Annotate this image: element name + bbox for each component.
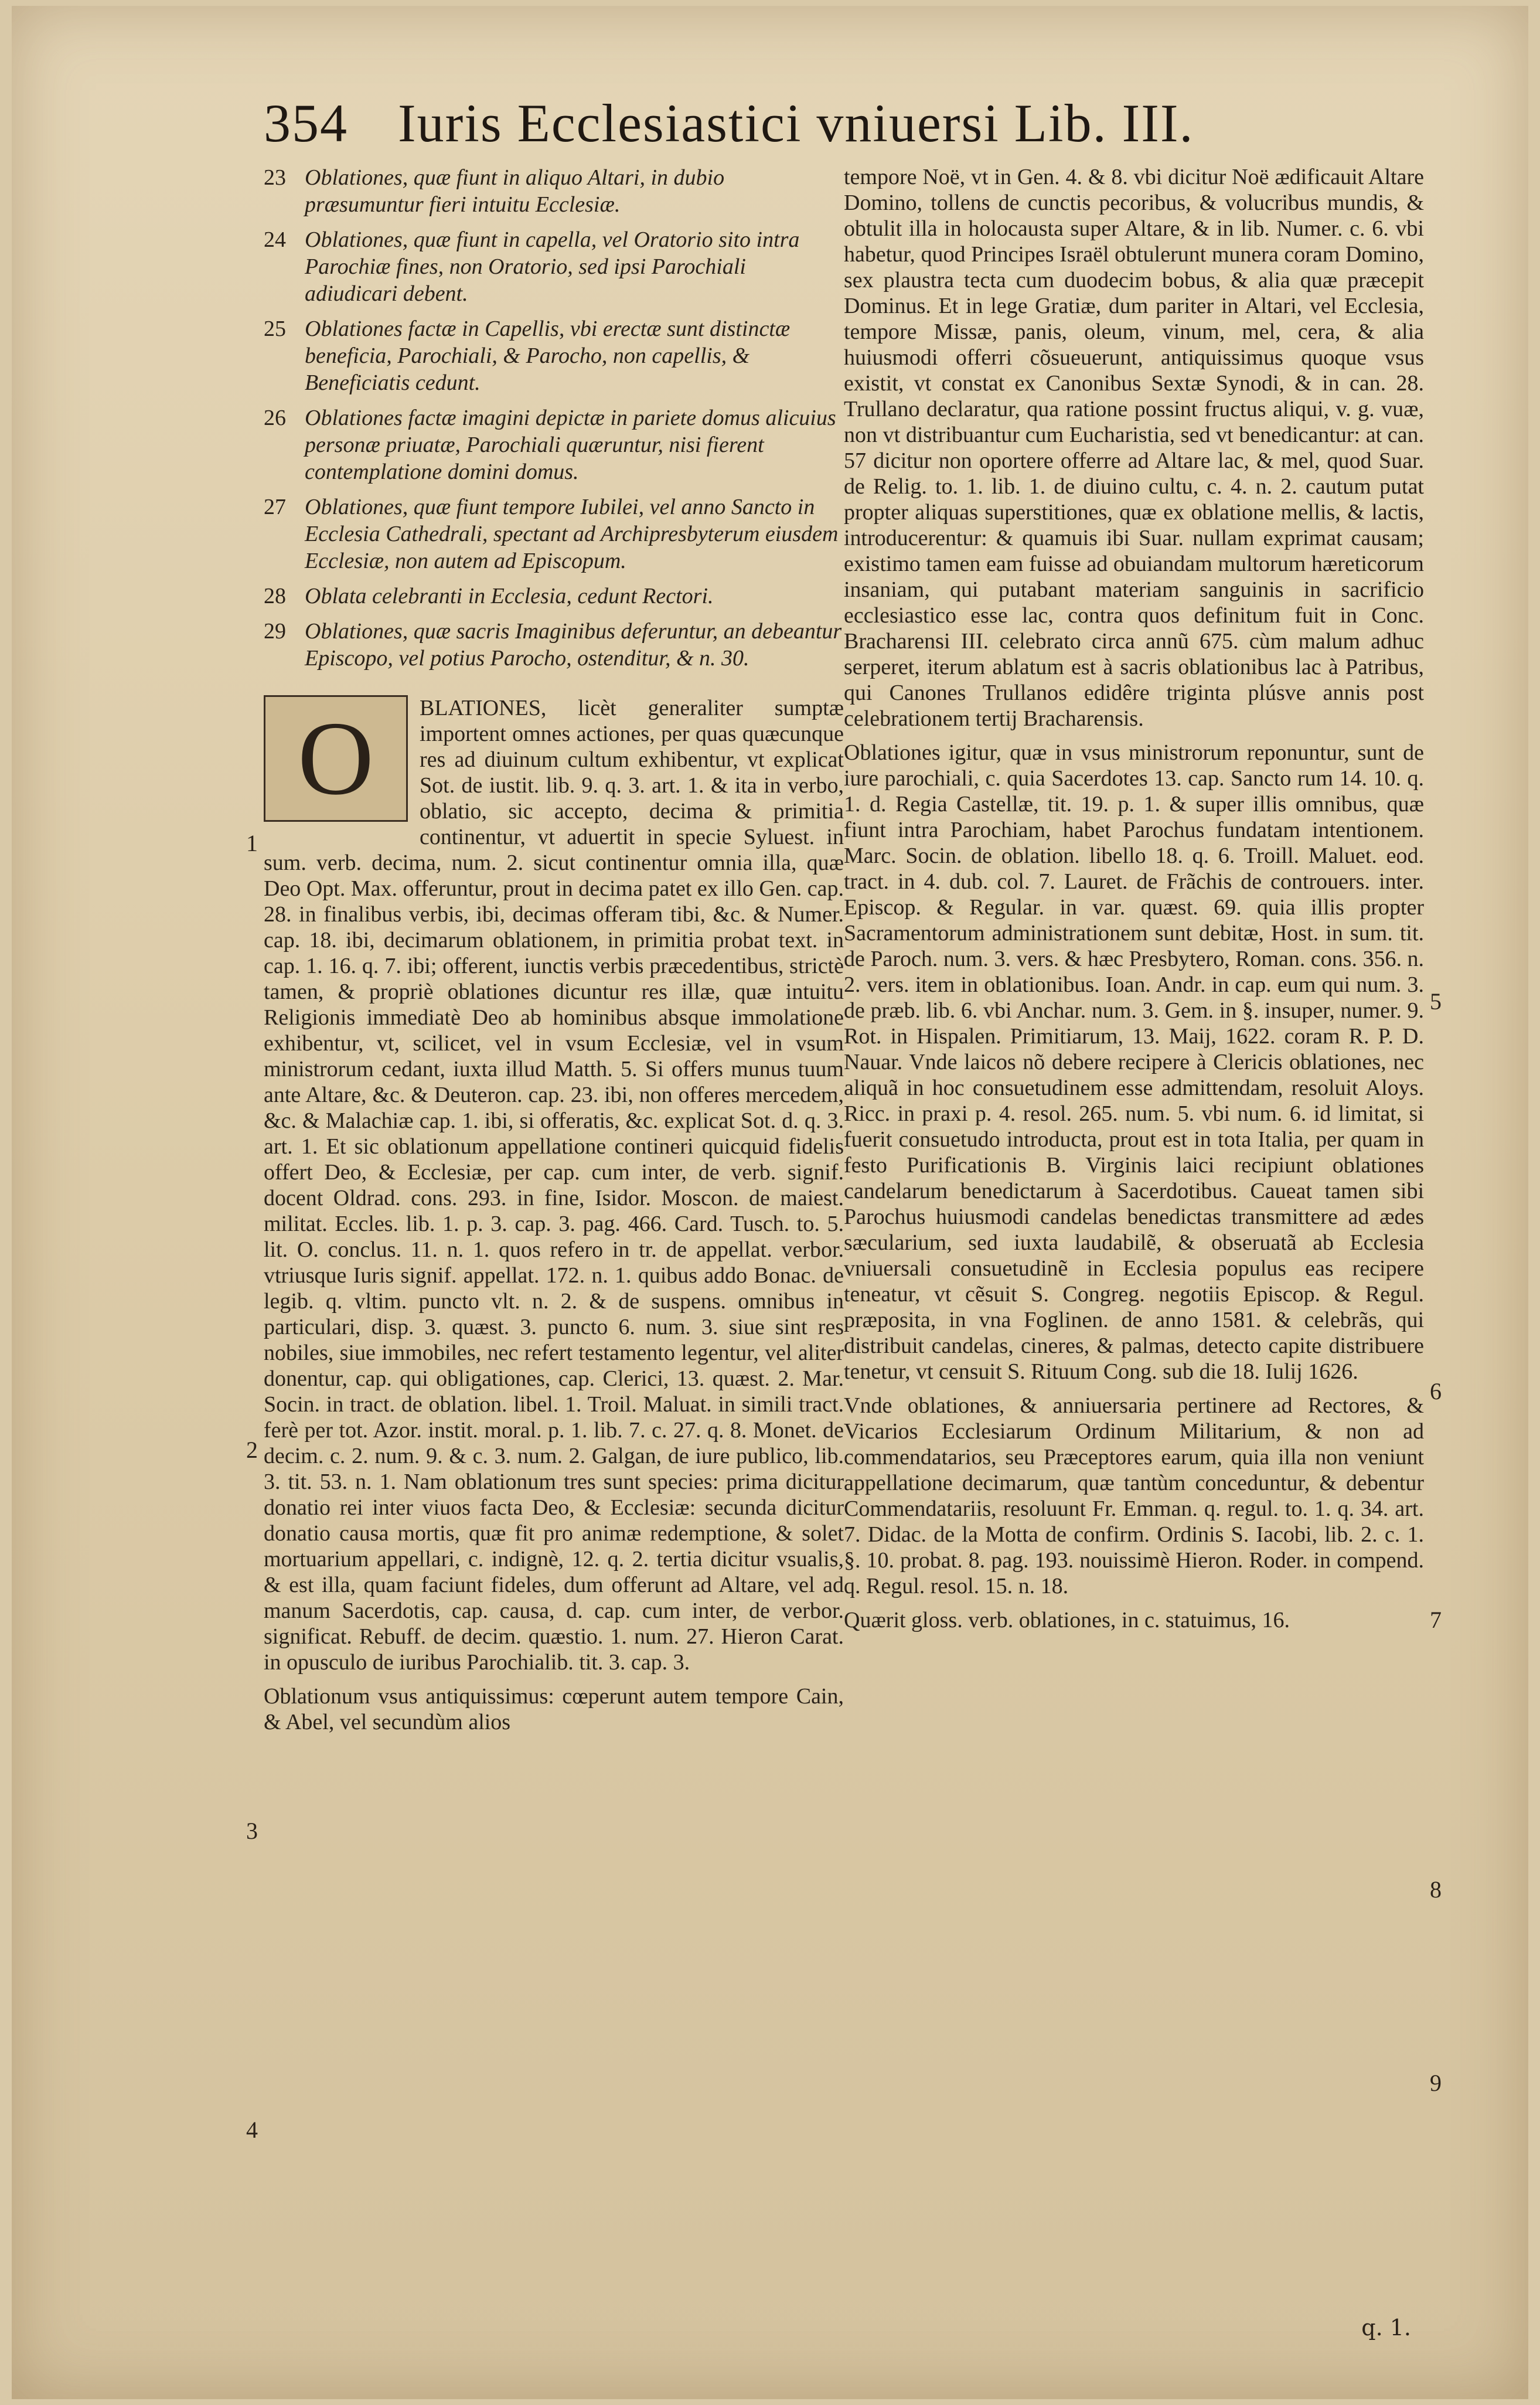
- margin-number: 5: [1430, 988, 1442, 1015]
- margin-number: 4: [246, 2117, 258, 2143]
- summary-item: 28 Oblata celebranti in Ecclesia, cedunt Rectori.: [264, 584, 714, 608]
- summary-list: [264, 164, 844, 672]
- margin-number: 6: [1430, 1378, 1442, 1404]
- left-column: [264, 164, 844, 1743]
- right-column: [844, 164, 1424, 1641]
- summary-item: 25 Oblationes factæ in Capellis, vbi erectæ sunt distinctæ beneficia, Parochiali, & Parocho, non capellis, & Beneficiatis cedunt.: [264, 317, 791, 395]
- margin-number: 8: [1430, 1876, 1442, 1903]
- body-paragraph: tempore Noë, vt in Gen. 4. & 8. vbi dicitur Noë ædificauit Altare Domino, tollens de cunctis pecoribus, & volucribus mundis, & obtulit illa in holocausta super Altare, & in lib. Numer. c. 6. vbi habetur, quod Principes Israël obtulerunt munera coram Domino, sex plaustra tecta cum duodecim bobus, & alia quæ præcepit Dominus. Et in lege Gratiæ, dum pariter in Altari, vel Ecclesia, tempore Missæ, panis, oleum, vinum, mel, cera, & alia huiusmodi offerri cõsueuerunt, antiquissimus quoque vsus existit, vt constat ex Canonibus Sextæ Synodi, & in can. 28. Trullano declaratur, qua ratione possint fructus aliqui, v. g. vuæ, non vt distribuantur cum Eucharistia, sed vt benedicantur: at can. 57 dicitur non oportere offerre ad Altare lac, & mel, quod Suar. de Relig. to. 1. lib. 1. de diuino cultu, c. 4. n. 2. cautum putat propter aliquas superstitiones, quæ ex oblatione mellis, & lactis, introducerentur: & quamuis ibi Suar. nullam exprimat causam; existimo tamen eam fuisse ad obuiandam multorum hæreticorum insaniam, qui putabant materiam sanguinis in sacrificio ecclesiastico esse lac, contra quos definitum fuit in Conc. Bracharensi III. celebrato circa annũ 675. cùm malum adhuc serperet, iterum ablatum est à sacris oblationibus lac à Patribus, qui Canones Trullanos edidêre triginta plúsve annis post celebrationem tertij Bracharensis.: [844, 165, 1424, 731]
- margin-number: 2: [246, 1437, 258, 1463]
- running-title: Iuris Ecclesiastici vniuersi Lib. III.: [398, 93, 1194, 153]
- catchword: q. 1.: [1361, 2315, 1411, 2341]
- body-paragraph: BLATIONES, licèt generaliter sumptæ importent omnes actiones, per quas quæcunque res ad diuinum cultum exhibentur, vt explicat Sot. de iustit. lib. 9. q. 3. art. 1. & ita in verbo, oblatio, sic accepto, decima & primitia continentur, vt aduertit in specie Syluest. in sum. verb. decima, num. 2. sicut continentur omnia illa, quæ Deo Opt. Max. offeruntur, prout in decima patet ex illo Gen. cap. 28. in finalibus verbis, ibi, decimas offeram tibi, &c. & Numer. cap. 18. ibi, decimarum oblationem, in primitia probat text. in cap. 1. 16. q. 7. ibi; offerent, iunctis verbis præcedentibus, strictè tamen, & propriè oblationes dicuntur res illæ, quæ intuitu Religionis immediatè Deo ab hominibus absque immolatione exhibentur, vt, scilicet, vel in vsum Ecclesiæ, vel in vsum ministrorum cedant, iuxta illud Matth. 5. Si offers munus tuum ante Altare, &c. & Deuteron. cap. 23. ibi, non offeres mercedem, &c. & Malachiæ cap. 1. ibi, si offeratis, &c. explicat Sot. d. q. 3. art. 1. Et sic oblationum appellatione contineri quicquid fidelis offert Deo, & Ecclesiæ, per cap. cum inter, de verb. signif. docent Oldrad. cons. 293. in fine, Isidor. Moscon. de maiest. militat. Eccles. lib. 1. p. 3. cap. 3. pag. 466. Card. Tusch. to. 5. lit. O. conclus. 11. n. 1. quos refero in tr. de appellat. verbor. vtriusque Iuris signif. appellat. 172. n. 1. quibus addo Bonac. de legib. q. vltim. puncto vlt. n. 2. & de suspens. omnibus in particulari, disp. 3. quæst. 3. puncto 6. num. 3. siue sint res nobiles, siue immobiles, nec refert testamento legentur, vel aliter donentur, cap. qui obligationes, cap. Clerici, 13. quæst. 2. Mar. Socin. in tract. de oblation. libel. 1. Troil. Maluat. in simili tract. ferè per tot. Azor. instit. moral. p. 1. lib. 7. c. 27. q. 8. Monet. de decim. c. 2. num. 9. & c. 3. num. 2. Galgan, de iure publico, lib. 3. tit. 53. n. 1. Nam oblationum tres sunt species: prima dicitur donatio rei inter viuos facta Deo, & Ecclesiæ: secunda dicitur donatio causa mortis, quæ fit pro animæ redemptione, & solet mortuarium appellari, c. indignè, 12. q. 2. tertia dicitur vsualis, & est illa, quam faciunt fideles, dum offerunt ad Altare, vel ad manum Sacerdotis, cap. causa, d. cap. cum inter, de verbor. significat. Rebuff. de decim. quæstio. 1. num. 27. Hieron Carat. in opusculo de iuribus Parochialib. tit. 3. cap. 3.: [264, 696, 844, 1675]
- book-page: [12, 6, 1528, 2399]
- summary-item: 26 Oblationes factæ imagini depictæ in pariete domus alicuius personæ priuatæ, Parochiali quæruntur, nisi fierent contemplatione domini domus.: [264, 406, 836, 484]
- margin-number: 3: [246, 1818, 258, 1844]
- page-number: 354: [264, 93, 348, 153]
- summary-item: 27 Oblationes, quæ fiunt tempore Iubilei, vel anno Sancto in Ecclesia Cathedrali, spectant ad Archipresbyterum eiusdem Ecclesiæ, non autem ad Episcopum.: [264, 495, 839, 573]
- margin-number: 9: [1430, 2070, 1442, 2096]
- body-paragraph: Oblationes igitur, quæ in vsus ministrorum reponuntur, sunt de iure parochiali, c. quia Sacerdotes 13. cap. Sancto rum 14. 10. q. 1. d. Regia Castellæ, tit. 19. p. 1. & super illis omnibus, quæ fiunt intra Parochiam, habet Parochus fundatam intentionem. Marc. Socin. de oblation. libello 18. q. 6. Troill. Maluet. eod. tract. in 4. dub. col. 7. Lauret. de Frãchis de controuers. inter. Episcop. & Regular. in var. quæst. 69. quia illis propter Sacramentorum administrationem sunt debitæ, Host. in sum. tit. de Paroch. num. 3. vers. & hæc Presbytero, Roman. cons. 356. n. 2. vers. item in oblationibus. Ioan. Andr. in cap. eum qui num. 3. de præb. lib. 6. vbi Anchar. num. 3. Gem. in §. insuper, numer. 9. Rot. in Hispalen. Primitiarum, 13. Maij, 1622. coram R. P. D. Nauar. Vnde laicos nõ debere recipere à Clericis oblationes, nec aliquã in hoc consuetudinem esse admittendam, resoluit Aloys. Ricc. in praxi p. 4. resol. 265. num. 5. vbi num. 6. id limitat, si fuerit consuetudo introducta, prout est in tota Italia, per quam in festo Purificationis B. Virginis laici recipiunt oblationes candelarum benedictarum à Sacerdotibus. Caueat tamen sibi Parochus huiusmodi candelas benedictas transmittere ad ædes sæcularium, sed iuxta laudabilẽ, & obseruatã ab Ecclesia vniuersali consuetudinẽ in Ecclesia populus eas recipere teneatur, vt cẽsuit S. Congreg. negotiis Episcop. & Regul. præposita, in vna Foglinen. de anno 1581. & celebrãs, qui distribuit candelas, cineres, & palmas, detecto capite distribuere tenetur, vt censuit S. Rituum Cong. sub die 18. Iulij 1626.: [844, 740, 1424, 1384]
- body-paragraph: Oblationum vsus antiquissimus: cœperunt autem tempore Cain, & Abel, vel secundùm alios: [264, 1684, 844, 1734]
- summary-item: 23 Oblationes, quæ fiunt in aliquo Altari, in dubio præsumuntur fieri intuitu Ecclesiæ.: [264, 165, 725, 217]
- body-paragraph: Vnde oblationes, & anniuersaria pertinere ad Rectores, & Vicarios Ecclesiarum Ordinum Militarium, & non ad commendatarios, seu Præceptores earum, quia illa non veniunt appellatione decimarum, quæ tantùm conceduntur, & debentur Commendatariis, resoluunt Fr. Emman. q. regul. to. 1. q. 34. art. 7. Didac. de la Motta de confirm. Ordinis S. Iacobi, lib. 2. c. 1. §. 10. probat. 8. pag. 193. nouissimè Hieron. Roder. in compend. q. Regul. resol. 15. n. 18.: [844, 1393, 1424, 1598]
- summary-item: 24 Oblationes, quæ fiunt in capella, vel Oratorio sito intra Parochiæ fines, non Oratorio, sed ipsi Parochiali adiudicari debent.: [264, 227, 800, 306]
- running-header: [264, 88, 1377, 158]
- body-paragraph: Quærit gloss. verb. oblationes, in c. statuimus, 16.: [844, 1608, 1290, 1632]
- summary-item: 29 Oblationes, quæ sacris Imaginibus deferuntur, an debeantur Episcopo, vel potius Parocho, ostenditur, & n. 30.: [264, 619, 842, 671]
- decorated-initial-o: O: [264, 695, 408, 822]
- main-text-left: [264, 695, 844, 1735]
- margin-number: 1: [246, 830, 258, 856]
- margin-number: 7: [1430, 1607, 1442, 1633]
